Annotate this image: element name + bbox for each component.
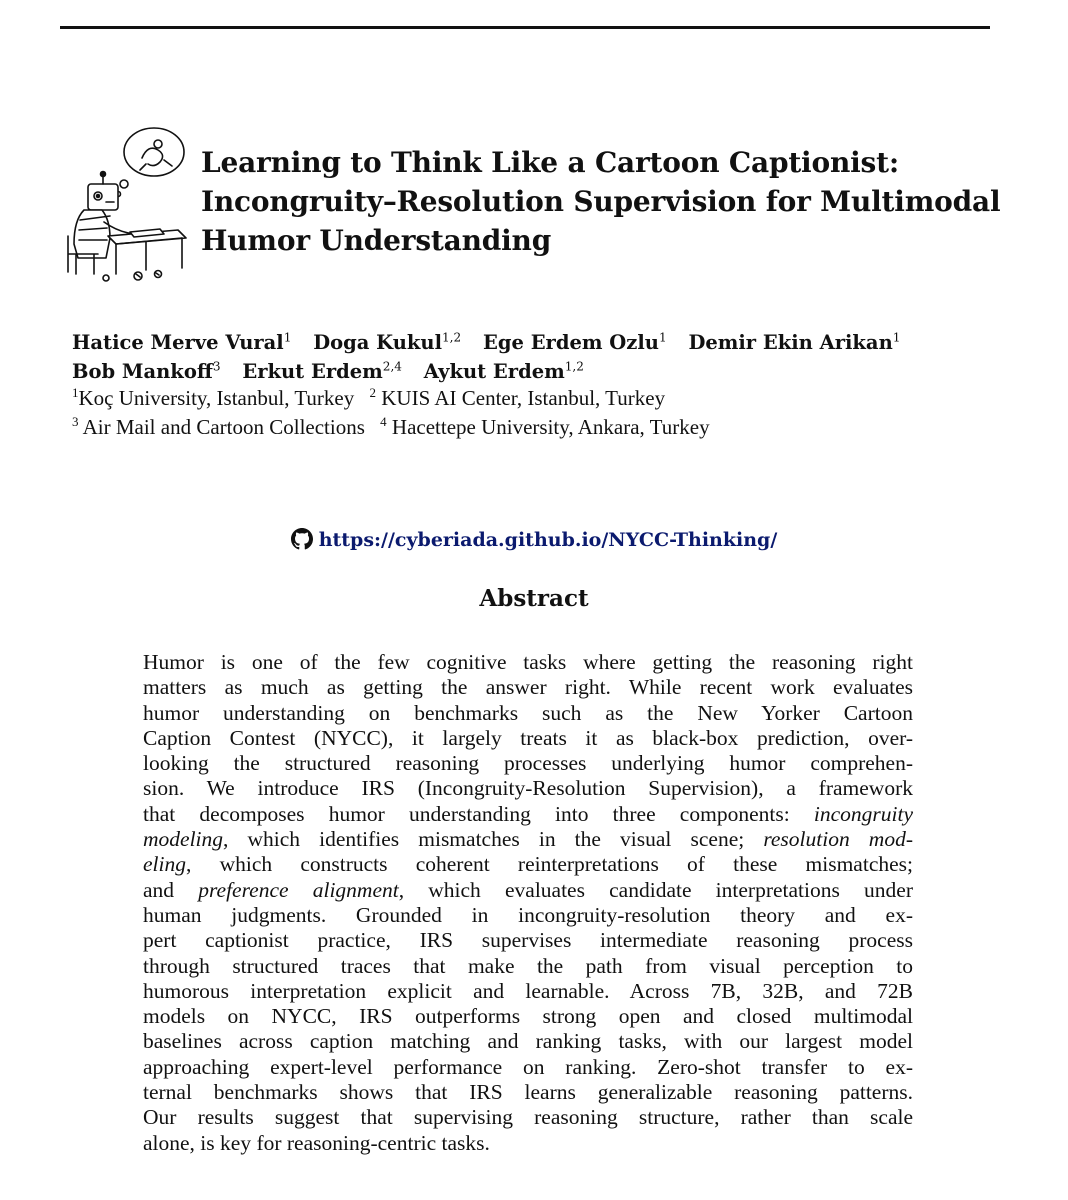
- affiliation: $^2$ KUIS AI Center, Istanbul, Turkey: [369, 385, 666, 410]
- title-line: Learning to Think Like a Cartoon Captionist:: [201, 146, 899, 179]
- author: Doga Kukul$^{1,2}$: [313, 330, 462, 354]
- abstract-line: matters as much as getting the answer right. While recent work evaluates: [143, 675, 913, 700]
- abstract-heading: Abstract: [479, 585, 589, 612]
- abstract-line: that decomposes humor understanding into three components: incongruity: [143, 801, 913, 826]
- abstract-line: Our results suggest that supervising reasoning structure, rather than scale: [143, 1105, 913, 1130]
- abstract-line: looking the structured reasoning processes underlying humor comprehen-: [143, 751, 913, 776]
- author-list: [72, 328, 972, 386]
- abstract-line: through structured traces that make the path from visual perception to: [143, 953, 913, 978]
- abstract-line: sion. We introduce IRS (Incongruity-Resolution Supervision), a framework: [143, 776, 913, 801]
- abstract-body: [143, 650, 913, 1156]
- abstract-line: and preference alignment, which evaluates candidate interpretations under: [143, 877, 913, 902]
- affiliation-list: [72, 384, 972, 442]
- author: Ege Erdem Ozlu$^1$: [483, 330, 667, 354]
- abstract-line: humor understanding on benchmarks such as the New Yorker Cartoon: [143, 700, 913, 725]
- abstract-line: Caption Contest (NYCC), it largely treats it as black-box prediction, over-: [143, 725, 913, 750]
- author: Erkut Erdem$^{2,4}$: [242, 359, 402, 383]
- author: Bob Mankoff$^3$: [72, 359, 221, 383]
- title-line: Humor Understanding: [201, 224, 552, 257]
- abstract-line: modeling, which identifies mismatches in the visual scene; resolution mod-: [143, 827, 913, 852]
- abstract-line: ternal benchmarks shows that IRS learns generalizable reasoning patterns.: [143, 1080, 913, 1105]
- affiliation: $^1$Koç University, Istanbul, Turkey: [72, 385, 355, 410]
- abstract-line: Humor is one of the few cognitive tasks where getting the reasoning right: [143, 650, 913, 674]
- github-icon: [291, 528, 313, 550]
- abstract-line: alone, is key for reasoning-centric tasks.: [143, 1130, 490, 1155]
- affiliation: $^3$ Air Mail and Cartoon Collections: [72, 414, 365, 439]
- author: Hatice Merve Vural$^1$: [72, 330, 292, 354]
- paper-title: [201, 143, 1021, 260]
- abstract-line: approaching expert-level performance on ranking. Zero-shot transfer to ex-: [143, 1054, 913, 1079]
- affiliation: $^4$ Hacettepe University, Ankara, Turkey: [380, 414, 710, 439]
- title-line: Incongruity–Resolution Supervision for Multimodal: [201, 185, 1001, 218]
- abstract-line: human judgments. Grounded in incongruity-resolution theory and ex-: [143, 902, 913, 927]
- top-rule: [60, 26, 990, 29]
- robot-captionist-logo: [46, 118, 196, 283]
- abstract-line: models on NYCC, IRS outperforms strong open and closed multimodal: [143, 1004, 913, 1029]
- author: Demir Ekin Arikan$^1$: [688, 330, 901, 354]
- abstract-line: baselines across caption matching and ranking tasks, with our largest model: [143, 1029, 913, 1054]
- abstract-line: eling, which constructs coherent reinterpretations of these mismatches;: [143, 852, 913, 877]
- project-link[interactable]: [0, 528, 1068, 551]
- author: Aykut Erdem$^{1,2}$: [423, 359, 584, 383]
- abstract-line: humorous interpretation explicit and learnable. Across 7B, 32B, and 72B: [143, 978, 913, 1003]
- abstract-line: pert captionist practice, IRS supervises intermediate reasoning process: [143, 928, 913, 953]
- project-url: https://cyberiada.github.io/NYCC-Thinking/: [318, 529, 778, 551]
